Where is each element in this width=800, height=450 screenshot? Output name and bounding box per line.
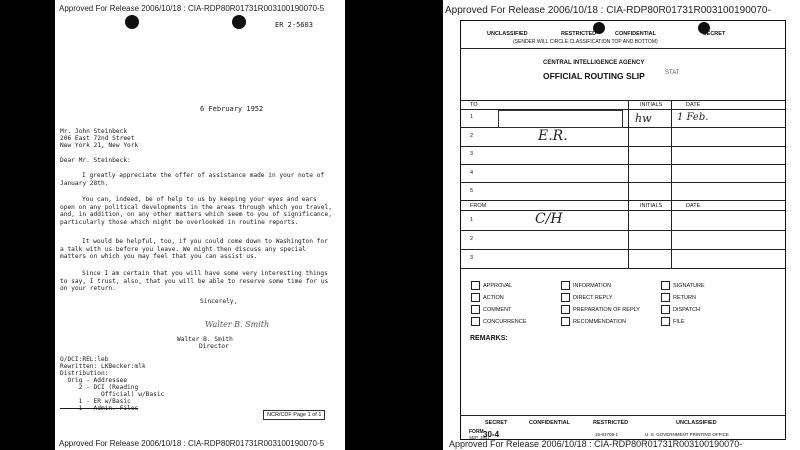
closing: Sincerely, <box>200 298 238 305</box>
address-line-3: New York 21, New York <box>60 142 139 149</box>
release-stamp-top: Approved For Release 2006/10/18 : CIA-RDP80R01731R003100190070-5 <box>59 4 325 13</box>
page-stamp: NCR/CDF Page 1 of 1 <box>263 410 325 420</box>
col-divider <box>628 100 629 200</box>
signature: Walter B. Smith <box>205 320 270 329</box>
label-return: RETURN <box>673 295 696 301</box>
checkbox-recommendation[interactable] <box>561 317 570 326</box>
label-preparation-of-reply: PREPARATION OF REPLY <box>573 307 640 313</box>
class-top-restricted: RESTRICTED <box>561 31 597 37</box>
from-row-2-number: 2 <box>470 236 474 242</box>
agency-name: CENTRAL INTELLIGENCE AGENCY <box>543 60 645 66</box>
stat-mark: STAT <box>665 70 680 76</box>
footer-line-5: 2 - DCI (Reading <box>60 384 139 391</box>
address-line-1: Mr. John Steinbeck <box>60 128 128 135</box>
from-initials-header: INITIALS <box>640 203 663 209</box>
checkbox-approval[interactable] <box>471 281 480 290</box>
rule <box>460 146 786 147</box>
from-row-1-number: 1 <box>470 217 474 223</box>
signer-title: Director <box>199 343 229 350</box>
form-code: 16-63709-1 <box>595 432 619 437</box>
label-signature: SIGNATURE <box>673 283 705 289</box>
to-row-1-initials: hw <box>635 112 652 125</box>
rule <box>460 249 786 250</box>
remarks-label: REMARKS: <box>470 335 508 342</box>
footer-line-2: Rewritten: LKBecker:mlk <box>60 363 146 370</box>
date-header: DATE <box>686 102 701 108</box>
rule <box>460 48 786 49</box>
paragraph-3: It would be helpful, too, if you could come down to Washington for a talk with us before you leave. We might then discuss any special matters on which you may feel that you can assist us. <box>60 238 328 261</box>
checkbox-direct-reply[interactable] <box>561 293 570 302</box>
rule <box>460 182 786 183</box>
label-file: FILE <box>673 319 685 325</box>
rule <box>460 268 786 269</box>
rule <box>460 200 786 201</box>
class-bottom-restricted: RESTRICTED <box>593 420 629 426</box>
rule <box>460 230 786 231</box>
letter-page <box>55 0 345 450</box>
punch-hole-left <box>125 15 139 29</box>
class-bottom-confidential: CONFIDENTIAL <box>529 420 570 426</box>
form-date: SEP. 1947 <box>469 435 490 440</box>
paragraph-1: I greatly appreciate the offer of assistance made in your note of January 28th. <box>60 172 325 187</box>
rule <box>460 164 786 165</box>
checkbox-concurrence[interactable] <box>471 317 480 326</box>
registry-number: ER 2-5603 <box>275 21 313 29</box>
punch-hole-right <box>232 15 246 29</box>
to-row-1-date: 1 Feb. <box>677 112 709 123</box>
footer-line-7: 1 - ER w/Basic <box>60 398 131 405</box>
class-top-confidential: CONFIDENTIAL <box>615 31 656 37</box>
to-row-4-number: 4 <box>470 170 474 176</box>
from-date-header: DATE <box>686 203 701 209</box>
rule <box>460 100 786 101</box>
paragraph-4: Since I am certain that you will have some very interesting things to say, I trust, also, that you will be able to reserve some time for us on your return. <box>60 270 329 293</box>
sender-note: (SENDER WILL CIRCLE CLASSIFICATION TOP AND BOTTOM) <box>513 39 658 45</box>
label-information: INFORMATION <box>573 283 612 289</box>
release-stamp-bottom: Approved For Release 2006/10/18 : CIA-RDP80R01731R003100190070-5 <box>59 439 325 448</box>
checkbox-comment[interactable] <box>471 305 480 314</box>
to-row-2-name: E.R. <box>538 128 568 144</box>
checkbox-information[interactable] <box>561 281 570 290</box>
routing-slip-page <box>443 0 800 450</box>
form-label: FORM <box>469 429 484 435</box>
checkbox-return[interactable] <box>661 293 670 302</box>
col-divider <box>671 100 672 200</box>
letter-date: 6 February 1952 <box>200 105 264 113</box>
footer-line-6: Official) w/Basic <box>60 391 165 398</box>
label-recommendation: RECOMMENDATION <box>573 319 627 325</box>
checkbox-signature[interactable] <box>661 281 670 290</box>
to-row-5-number: 5 <box>470 188 474 194</box>
label-approval: APPROVAL <box>483 283 513 289</box>
slip-title: OFFICIAL ROUTING SLIP <box>543 71 645 81</box>
salutation: Dear Mr. Steinbeck: <box>60 157 131 164</box>
release-stamp-bottom: Approved For Release 2006/10/18 : CIA-RDP80R01731R003100190070- <box>449 439 743 449</box>
release-stamp-top: Approved For Release 2006/10/18 : CIA-RDP80R01731R003100190070- <box>445 5 771 16</box>
checkbox-action[interactable] <box>471 293 480 302</box>
footer-line-8: 1 - Admin. Files <box>60 405 139 412</box>
label-direct-reply: DIRECT REPLY <box>573 295 613 301</box>
from-row-1-name: C/H <box>535 211 563 227</box>
checkbox-preparation-of-reply[interactable] <box>561 305 570 314</box>
footer-line-4: Orig - Addressee <box>60 377 128 384</box>
label-action: ACTION <box>483 295 504 301</box>
class-top-secret: SECRET <box>703 31 726 37</box>
paragraph-2: You can, indeed, be of help to us by keeping your eyes and ears open on any political developments in the areas through which you travel, and, in addition, on any other matters which seem to you of significance, particularly those which might be overlooked in routine reports. <box>60 196 332 226</box>
checkbox-dispatch[interactable] <box>661 305 670 314</box>
to-row-2-number: 2 <box>470 133 474 139</box>
class-bottom-secret: SECRET <box>485 420 508 426</box>
form-number: 30-4 <box>483 430 500 439</box>
to-row-3-number: 3 <box>470 151 474 157</box>
class-bottom-unclassified: UNCLASSIFIED <box>676 420 717 426</box>
footer-line-3: Distribution: <box>60 370 109 377</box>
address-line-2: 206 East 72nd Street <box>60 135 135 142</box>
redaction-box <box>498 110 623 128</box>
label-concurrence: CONCURRENCE <box>483 319 527 325</box>
to-row-1-number: 1 <box>470 114 474 120</box>
label-comment: COMMENT <box>483 307 512 313</box>
to-header: TO <box>470 102 478 108</box>
label-dispatch: DISPATCH <box>673 307 700 313</box>
initials-header: INITIALS <box>640 102 663 108</box>
rule <box>460 210 786 211</box>
from-header: FROM <box>470 203 487 209</box>
class-top-unclassified: UNCLASSIFIED <box>487 31 528 37</box>
checkbox-file[interactable] <box>661 317 670 326</box>
footer-line-1: O/DCI:REL:leb <box>60 356 109 363</box>
from-row-3-number: 3 <box>470 255 474 261</box>
signer-name: Walter B. Smith <box>177 336 233 343</box>
rule <box>460 415 786 416</box>
printing-office: U. S. GOVERNMENT PRINTING OFFICE <box>645 432 729 437</box>
